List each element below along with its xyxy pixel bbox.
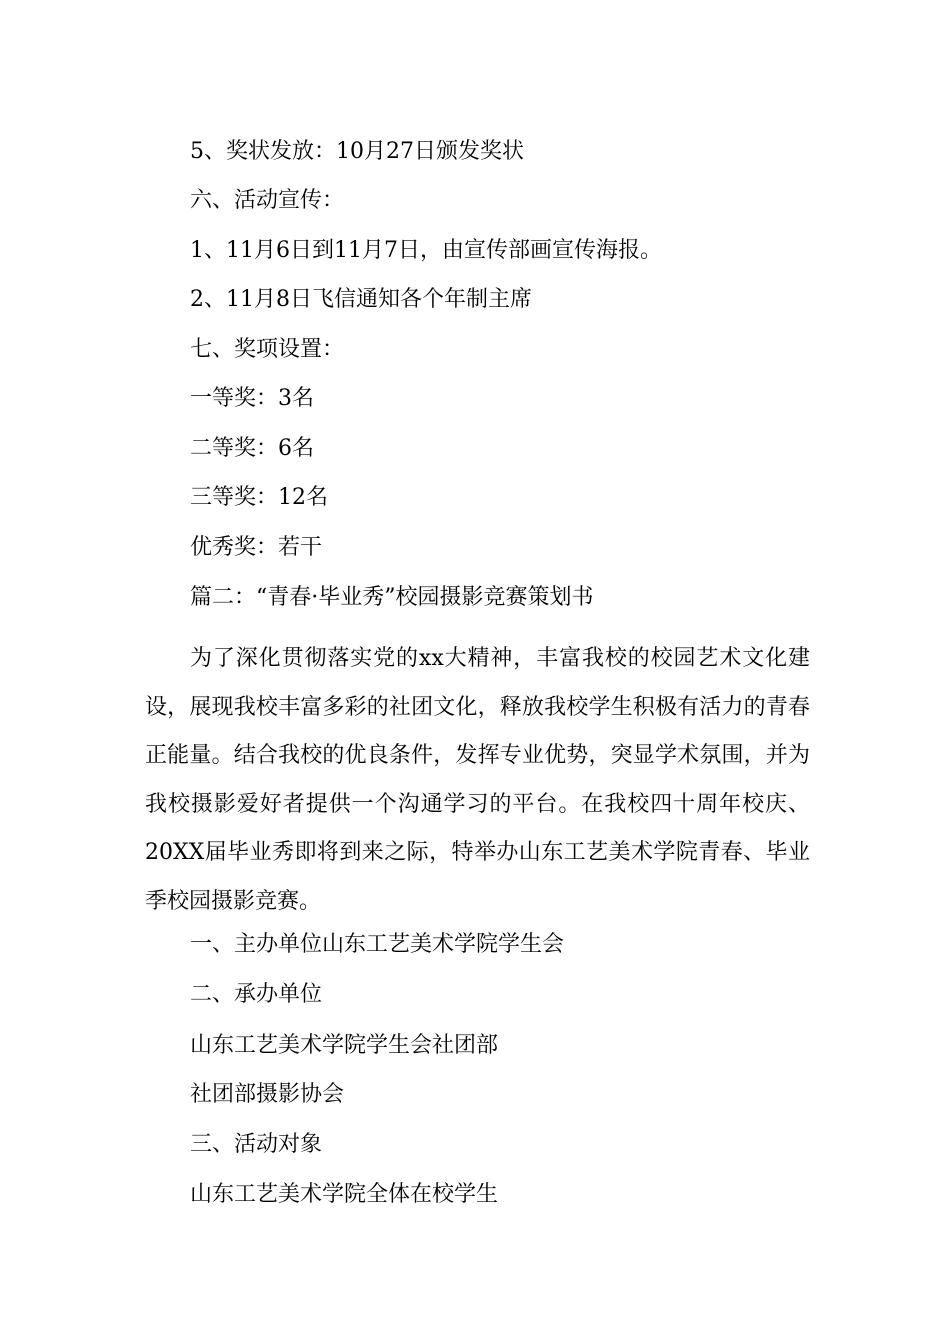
heading-co-organizer: 二、承办单位 [190,982,323,1007]
text-line-first-prize: 一等奖：3名 [190,386,314,411]
section-title: 篇二：“青春·毕业秀”校园摄影竞赛策划书 [190,585,594,610]
heading-organizer: 一、主办单位山东工艺美术学院学生会 [190,932,565,957]
text-line-activity-target: 山东工艺美术学院全体在校学生 [190,1182,499,1207]
intro-paragraph: 为了深化贯彻落实党的xx大精神，丰富我校的校园艺术文化建设，展现我校丰富多彩的社团文化，释放我校学生积极有活力的青春正能量。结合我校的优良条件，发挥专业优势，突显学术氛围，并为我校摄影爱好者提供一个沟通学习的平台。在我校四十周年校庆、20XX届毕业秀即将到来之际，特举办山东工艺美术学院青春、毕业季校园摄影竞赛。 [145,646,810,914]
heading-award-settings: 七、奖项设置： [190,337,345,362]
text-line-third-prize: 三等奖：12名 [190,485,328,510]
text-line-second-prize: 二等奖：6名 [190,436,314,461]
text-line-promotion-poster: 1、11月6日到11月7日，由宣传部画宣传海报。 [190,238,662,263]
text-line-award-distribution: 5、奖状发放：10月27日颁发奖状 [190,139,524,164]
heading-activity-promotion: 六、活动宣传： [190,188,345,213]
text-line-co-organizer-1: 山东工艺美术学院学生会社团部 [190,1033,499,1058]
text-line-co-organizer-2: 社团部摄影协会 [190,1082,345,1107]
heading-activity-target: 三、活动对象 [190,1132,323,1157]
text-line-promotion-notice: 2、11月8日飞信通知各个年制主席 [190,287,532,312]
text-line-excellence-prize: 优秀奖：若干 [190,535,323,560]
